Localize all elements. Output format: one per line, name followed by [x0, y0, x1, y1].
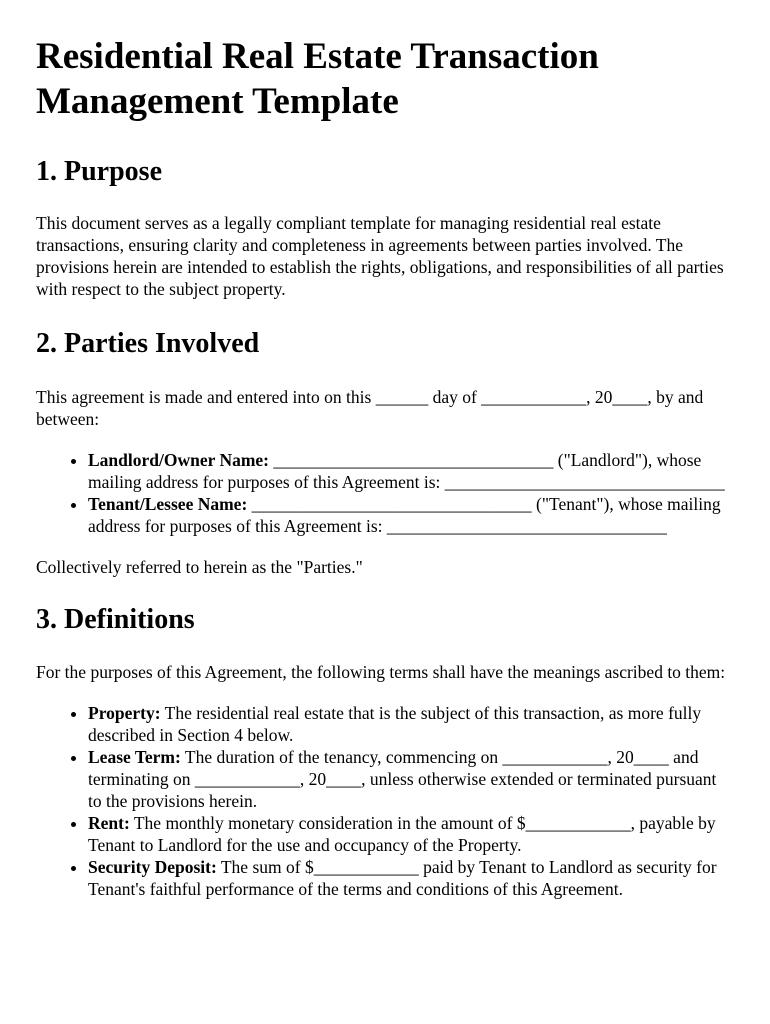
list-item-text: ________________________________ ("Tenant"), whose mailing address for purposes of this Agreement is: ________________________________ — [88, 494, 721, 536]
list-item — [88, 449, 734, 493]
list-item-text: The residential real estate that is the subject of this transaction, as more fully described in Section 4 below. — [88, 703, 702, 745]
definitions-list — [36, 702, 734, 900]
list-item-label: Landlord/Owner Name: — [88, 450, 269, 470]
list-item — [88, 812, 734, 856]
list-item-label: Lease Term: — [88, 747, 181, 767]
section-heading-definitions: 3. Definitions — [36, 604, 195, 635]
document-title: Residential Real Estate Transaction Management Template — [36, 36, 599, 122]
section-heading-parties: 2. Parties Involved — [36, 328, 260, 359]
list-item — [88, 856, 734, 900]
list-item-text: ________________________________ ("Landlord"), whose mailing address for purposes of this Agreement is: ________________________________ — [88, 450, 725, 492]
list-item-text: The sum of $____________ paid by Tenant to Landlord as security for Tenant's faithful performance of the terms and conditions of this Agreement. — [88, 857, 717, 899]
parties-list — [36, 449, 734, 537]
parties-closing-paragraph: Collectively referred to herein as the "Parties." — [36, 557, 363, 577]
list-item-text: The duration of the tenancy, commencing on ____________, 20____ and terminating on ____________, 20____, unless otherwise extended or terminated pursuant to the provisions herein. — [88, 747, 717, 811]
parties-intro-paragraph: This agreement is made and entered into on this ______ day of ____________, 20____, by and between: — [36, 387, 704, 429]
list-item-label: Tenant/Lessee Name: — [88, 494, 248, 514]
list-item-label: Rent: — [88, 813, 130, 833]
list-item — [88, 493, 734, 537]
list-item-label: Property: — [88, 703, 161, 723]
definitions-intro-paragraph: For the purposes of this Agreement, the following terms shall have the meanings ascribed to them: — [36, 662, 726, 682]
purpose-paragraph: This document serves as a legally compliant template for managing residential real estate transactions, ensuring clarity and completeness in agreements between parties involved. The provisions herein are intended to establish the rights, obligations, and responsibilities of all parties with respect to the subject property. — [36, 213, 724, 299]
list-item — [88, 746, 734, 812]
list-item — [88, 702, 734, 746]
list-item-label: Security Deposit: — [88, 857, 217, 877]
list-item-text: The monthly monetary consideration in the amount of $____________, payable by Tenant to Landlord for the use and occupancy of the Property. — [88, 813, 716, 855]
section-heading-purpose: 1. Purpose — [36, 156, 162, 187]
